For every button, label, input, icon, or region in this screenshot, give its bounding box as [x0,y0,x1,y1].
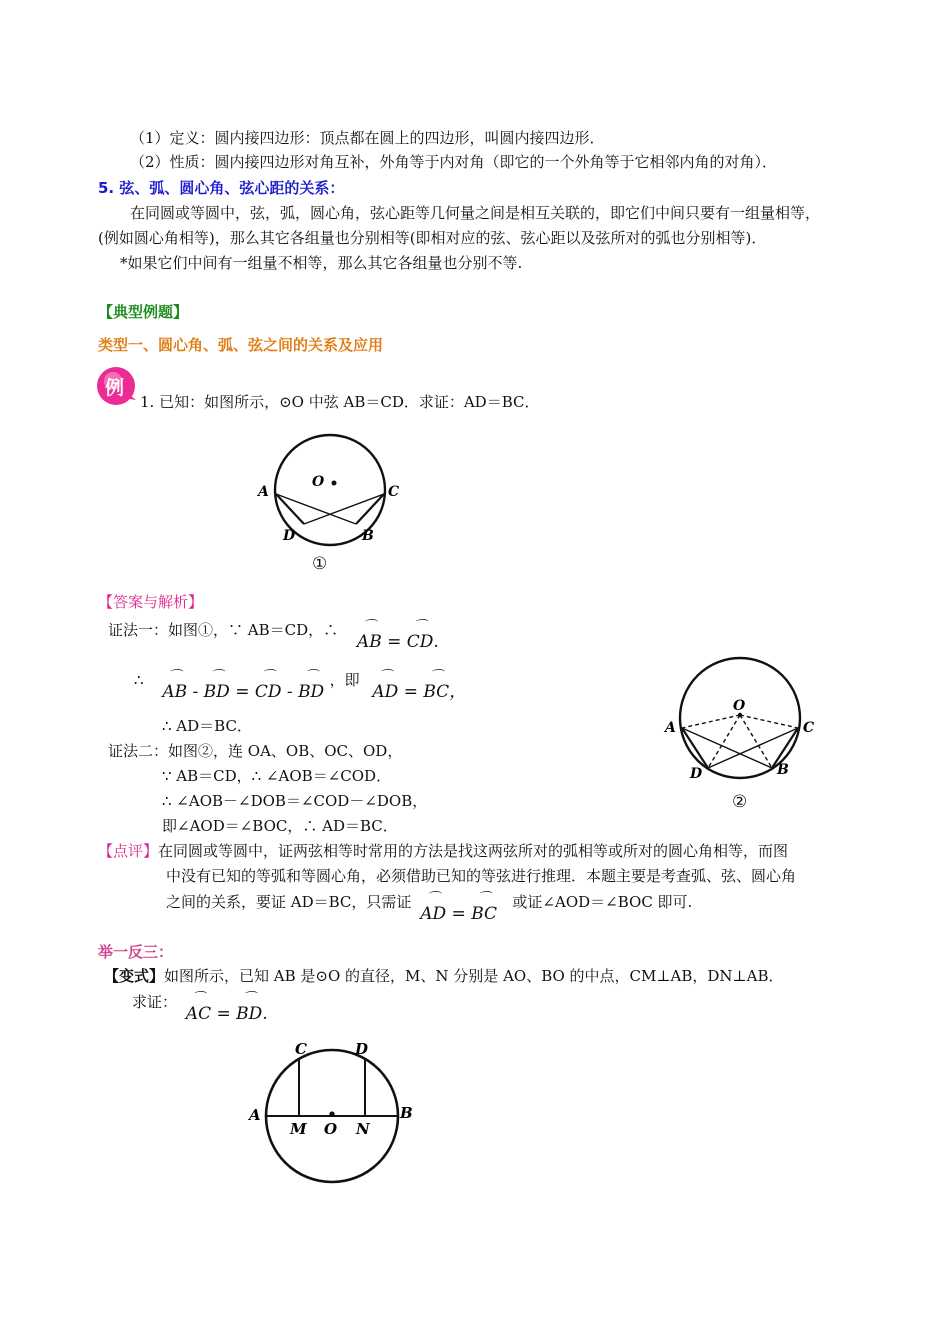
prove-end: . [262,1004,268,1024]
prove-line [132,992,268,1024]
fig1-label-b: B [362,528,374,544]
eq-sign-5: = [211,1004,237,1024]
comment-line1 [98,841,788,861]
figure-1 [250,420,420,580]
method1-arc-equation [357,632,439,652]
therefore-symbol: ∴ [134,671,144,689]
method2-line1: 证法二：如图②，连 OA、OB、OC、OD， [108,742,403,760]
prove-arc-equation [186,1004,268,1024]
ji-text: ，即 [329,671,360,689]
variant-line [104,966,783,986]
type1-heading: 类型一、圆心角、弧、弦之间的关系及应用 [98,336,384,354]
arc-eq-sign: = [381,632,407,652]
fig1-label-c: C [388,484,400,500]
answer-heading: 【答案与解析】 [98,593,204,611]
arc-cd-2: ⌒ CD [255,682,282,702]
fig2-label-d: D [690,766,703,782]
arc-ad-2: ⌒ AD [420,904,446,924]
comment-text-3: 之间的关系，要证 AD＝BC，只需证 [166,893,412,911]
fig3-label-m: M [290,1120,307,1138]
arc-ac: ⌒ AC [186,1004,211,1024]
method1-line2 [134,670,467,702]
section5-heading: 5. 弦、弧、圆心角、弦心距的关系： [98,179,345,197]
figure-2-caption: ② [732,792,748,812]
arc-cd: ⌒ CD [407,632,434,652]
method2-line3: ∴ ∠AOB－∠DOB＝∠COD－∠DOB， [162,792,428,810]
section5-paragraph-2: (例如圆心角相等)，那么其它各组量也分别相等(即相对应的弦、弦心距以及弦所对的弧也分别相等)． [98,229,767,247]
method2-line4: 即∠AOD＝∠BOC，∴ AD＝BC． [162,817,398,835]
fig3-label-a: A [249,1106,261,1124]
comment-text-3-suffix: 或证∠AOD＝∠BOC 即可. [512,893,693,911]
eq-sign-3: = [398,682,424,702]
property-line: （2）性质：圆内接四边形对角互补，外角等于内对角（即它的一个外角等于它相邻内角的对角）． [130,153,778,171]
method1-line1-text: 证法一：如图①，∵ AB＝CD，∴ [108,621,339,639]
arc-bd: ⌒ BD [204,682,230,702]
fig3-label-n: N [356,1120,370,1138]
fig3-label-o: O [324,1120,338,1138]
minus-sign-2: - [281,682,299,702]
fig2-label-b: B [777,762,789,778]
fig1-label-o: O [312,474,325,490]
example-badge-label: 例 [105,377,125,399]
eq-sign-4: = [446,904,472,924]
method1-line1 [108,620,439,652]
comment-line3 [166,892,693,924]
comment-arc-equation [420,904,502,924]
minus-sign-1: - [187,682,204,702]
example-badge [96,366,136,406]
comment-label: 【点评】 [98,842,159,860]
arc-bd-3: ⌒ BD [236,1004,262,1024]
fig2-label-a: A [665,720,676,736]
fig3-label-c: C [295,1040,307,1058]
practice-heading: 举一反三： [98,943,174,961]
figure-1-caption: ① [312,554,328,574]
example1-statement: 1. 已知：如图所示，⊙O 中弦 AB＝CD．求证：AD＝BC． [140,393,540,411]
definition-line: （1）定义：圆内接四边形：顶点都在圆上的四边形，叫圆内接四边形． [130,129,605,147]
figure-2 [660,650,830,790]
arc-ab: ⌒ AB [357,632,382,652]
arc-bd-2: ⌒ BD [298,682,324,702]
arc-eq-end: . [433,632,439,652]
method1-line3: ∴ AD＝BC． [162,717,252,735]
comment-line2: 中没有已知的等弧和等圆心角，必须借助已知的等弦进行推理．本题主要是考查弧、弦、圆心角 [166,867,797,885]
prove-prefix: 求证： [132,993,178,1011]
arc-ad: ⌒ AD [372,682,398,702]
fig2-label-o: O [733,698,746,714]
arc-bc-2: ⌒ BC [471,904,497,924]
fig2-label-c: C [803,720,815,736]
method1-arc-result [372,682,466,702]
method1-arc-subtraction [162,682,329,702]
fig1-label-a: A [258,484,269,500]
variant-text: 如图所示，已知 AB 是⊙O 的直径，M、N 分别是 AO、BO 的中点，CM⊥AB，DN⊥AB． [164,967,784,985]
comment-text-1: 在同圆或等圆中，证两弦相等时常用的方法是找这两弦所对的弧相等或所对的圆心角相等，而图 [158,842,789,860]
variant-label: 【变式】 [104,967,165,985]
eq-sign-2: = [229,682,255,702]
typical-examples-heading: 【典型例题】 [98,303,189,321]
fig1-label-d: D [283,528,296,544]
figure-3 [240,1030,430,1190]
fig3-label-b: B [400,1104,413,1122]
fig3-label-d: D [355,1040,369,1058]
section5-paragraph-3: *如果它们中间有一组量不相等，那么其它各组量也分别不等. [120,254,523,272]
comma-end: ， [449,682,467,702]
arc-ab-2: ⌒ AB [162,682,187,702]
section5-paragraph-1: 在同圆或等圆中，弦，弧，圆心角，弦心距等几何量之间是相互关联的，即它们中间只要有一组量相等， [130,204,821,222]
method2-line2: ∵ AB＝CD，∴ ∠AOB＝∠COD． [162,767,392,785]
arc-bc: ⌒ BC [423,682,449,702]
